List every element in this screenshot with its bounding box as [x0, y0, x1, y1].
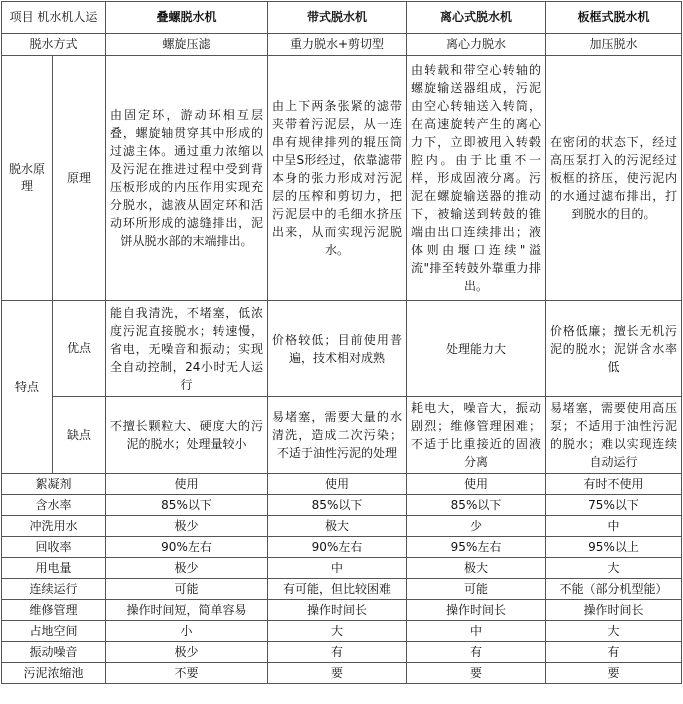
simple-rows — [2, 474, 682, 684]
row-label: 占地空间 — [2, 621, 106, 642]
cons-cell: 易堵塞，需要使用高压泵；不适用于油性污泥的脱水；难以实现连续自动运行 — [546, 397, 682, 474]
table-cell: 有 — [407, 642, 546, 663]
table-cell: 加压脱水 — [546, 34, 682, 56]
cons-cell: 易堵塞，需要大量的水清洗，造成二次污染；不适于油性污泥的处理 — [268, 397, 407, 474]
header-row — [2, 2, 682, 34]
table-cell: 90%左右 — [106, 537, 268, 558]
table-cell: 极少 — [106, 642, 268, 663]
table-cell: 极大 — [407, 558, 546, 579]
table-cell: 离心力脱水 — [407, 34, 546, 56]
table-cell: 可能 — [106, 579, 268, 600]
corner-header: 项目 机水机人运 — [2, 2, 106, 34]
machine-header-plate: 板框式脱水机 — [546, 2, 682, 34]
table-row — [2, 516, 682, 537]
table-row — [2, 642, 682, 663]
table-cell: 95%左右 — [407, 537, 546, 558]
principle-cell: 由上下两条张紧的滤带夹带着污泥层，从一连串有规律排列的辊压筒中呈S形经过，依靠滤带本身的张力形成对污泥层的压榨和剪切力，把污泥层中的毛细水挤压出来，从而实现污泥脱水。 — [268, 56, 407, 301]
principle-row — [2, 56, 682, 301]
machine-header-centrifuge: 离心式脱水机 — [407, 2, 546, 34]
table-cell: 有 — [546, 642, 682, 663]
table-cell: 85%以下 — [407, 495, 546, 516]
cons-cell: 不擅长颗粒大、硬度大的污泥的脱水；处理量较小 — [106, 397, 268, 474]
table-row — [2, 474, 682, 495]
comparison-table — [1, 1, 682, 684]
row-label: 振动噪音 — [2, 642, 106, 663]
table-cell: 少 — [407, 516, 546, 537]
row-label: 含水率 — [2, 495, 106, 516]
row-label: 用电量 — [2, 558, 106, 579]
group-label-features: 特点 — [2, 301, 53, 474]
row-label: 回收率 — [2, 537, 106, 558]
table-cell: 有可能，但比较困难 — [268, 579, 407, 600]
table-cell: 极大 — [268, 516, 407, 537]
table-row — [2, 537, 682, 558]
pros-cell: 处理能力大 — [407, 301, 546, 397]
row-label-cons: 缺点 — [53, 397, 106, 474]
table-cell: 极少 — [106, 516, 268, 537]
table-cell: 有时不使用 — [546, 474, 682, 495]
table-cell: 有 — [268, 642, 407, 663]
table-row — [2, 600, 682, 621]
table-row — [2, 495, 682, 516]
table-cell: 90%左右 — [268, 537, 407, 558]
table-cell: 重力脱水+剪切型 — [268, 34, 407, 56]
table-cell: 操作时间长 — [407, 600, 546, 621]
table-cell: 85%以下 — [106, 495, 268, 516]
row-label: 污泥浓缩池 — [2, 663, 106, 684]
table-row — [2, 621, 682, 642]
table-cell: 85%以下 — [268, 495, 407, 516]
row-label-pros: 优点 — [53, 301, 106, 397]
row-label: 冲洗用水 — [2, 516, 106, 537]
table-cell: 不要 — [106, 663, 268, 684]
table-cell: 螺旋压滤 — [106, 34, 268, 56]
table-cell: 操作时间短，简单容易 — [106, 600, 268, 621]
pros-cell: 价格低廉；擅长无机污泥的脱水；泥饼含水率低 — [546, 301, 682, 397]
table-cell: 要 — [407, 663, 546, 684]
table-cell: 要 — [268, 663, 407, 684]
table-row — [2, 579, 682, 600]
row-label-principle: 原理 — [53, 56, 106, 301]
row-label: 连续运行 — [2, 579, 106, 600]
group-label-principle: 脱水原理 — [2, 56, 53, 301]
table-cell: 使用 — [268, 474, 407, 495]
table-cell: 大 — [546, 558, 682, 579]
table-cell: 中 — [407, 621, 546, 642]
table-cell: 大 — [546, 621, 682, 642]
machine-header-belt: 带式脱水机 — [268, 2, 407, 34]
table-cell: 大 — [268, 621, 407, 642]
row-label: 絮凝剂 — [2, 474, 106, 495]
principle-cell: 由固定环，游动环相互层叠，螺旋轴贯穿其中形成的过滤主体。通过重力浓缩以及污泥在推进过程中受到背压板形成的内压作用实现充分脱水，滤液从固定环和活动环所形成的滤缝排出，泥饼从脱水部的末端排出。 — [106, 56, 268, 301]
pros-cell: 能自我清洗，不堵塞，低浓度污泥直接脱水；转速慢，省电，无噪音和振动；实现全自动控制，24小时无人运行 — [106, 301, 268, 397]
table-cell: 使用 — [106, 474, 268, 495]
table-cell: 不能（部分机型能） — [546, 579, 682, 600]
cons-cell: 耗电大，噪音大，振动剧烈；维修管理困难；不适于比重接近的固液分离 — [407, 397, 546, 474]
table-cell: 中 — [546, 516, 682, 537]
row-label: 维修管理 — [2, 600, 106, 621]
row-label-dewater-method: 脱水方式 — [2, 34, 106, 56]
table-cell: 操作时间长 — [268, 600, 407, 621]
table-row — [2, 34, 682, 56]
table-cell: 75%以下 — [546, 495, 682, 516]
cons-row — [2, 397, 682, 474]
pros-cell: 价格较低；目前使用普遍，技术相对成熟 — [268, 301, 407, 397]
table-cell: 操作时间长 — [546, 600, 682, 621]
table-cell: 95%以上 — [546, 537, 682, 558]
pros-row — [2, 301, 682, 397]
table-cell: 小 — [106, 621, 268, 642]
table-cell: 极少 — [106, 558, 268, 579]
table-cell: 使用 — [407, 474, 546, 495]
machine-header-screw: 叠螺脱水机 — [106, 2, 268, 34]
principle-cell: 由转载和带空心转轴的螺旋输送器组成，污泥由空心转轴送入转筒，在高速旋转产生的离心力下，立即被甩入转毂腔内。由于比重不一样，形成固液分离。污泥在螺旋输送器的推动下，被输送到转鼓的锥端由出口连续排出；液体则由堰口连续"溢流"排至转鼓外靠重力排出。 — [407, 56, 546, 301]
table-row — [2, 558, 682, 579]
table-cell: 可能 — [407, 579, 546, 600]
principle-cell: 在密闭的状态下，经过高压泵打入的污泥经过板框的挤压，使污泥内的水通过滤布排出，打到脱水的目的。 — [546, 56, 682, 301]
table-cell: 中 — [268, 558, 407, 579]
table-row — [2, 663, 682, 684]
table-cell: 要 — [546, 663, 682, 684]
